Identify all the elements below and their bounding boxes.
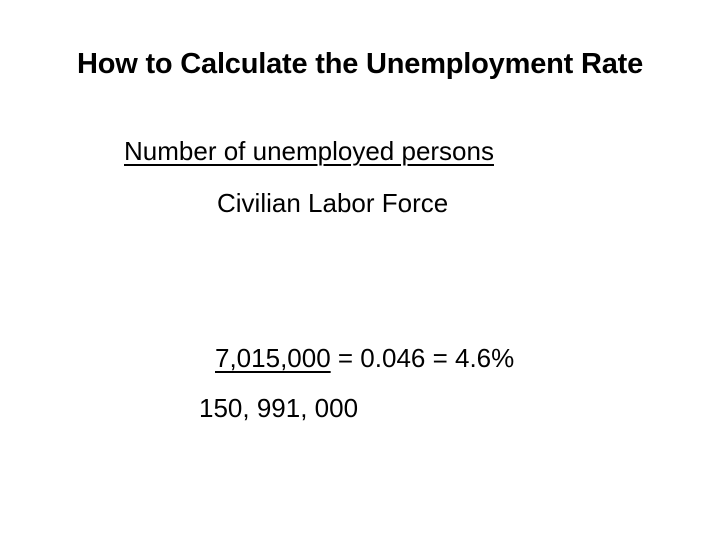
formula-denominator: Civilian Labor Force [217,188,449,218]
calculation-line [215,343,514,374]
calculation-result: = 0.046 = 4.6% [330,343,515,373]
slide-title: How to Calculate the Unemployment Rate [76,48,644,80]
formula-numerator: Number of unemployed persons [124,136,494,166]
calculation-numerator: 7,015,000 [215,343,331,373]
calculation-denominator: 150, 991, 000 [199,393,359,423]
